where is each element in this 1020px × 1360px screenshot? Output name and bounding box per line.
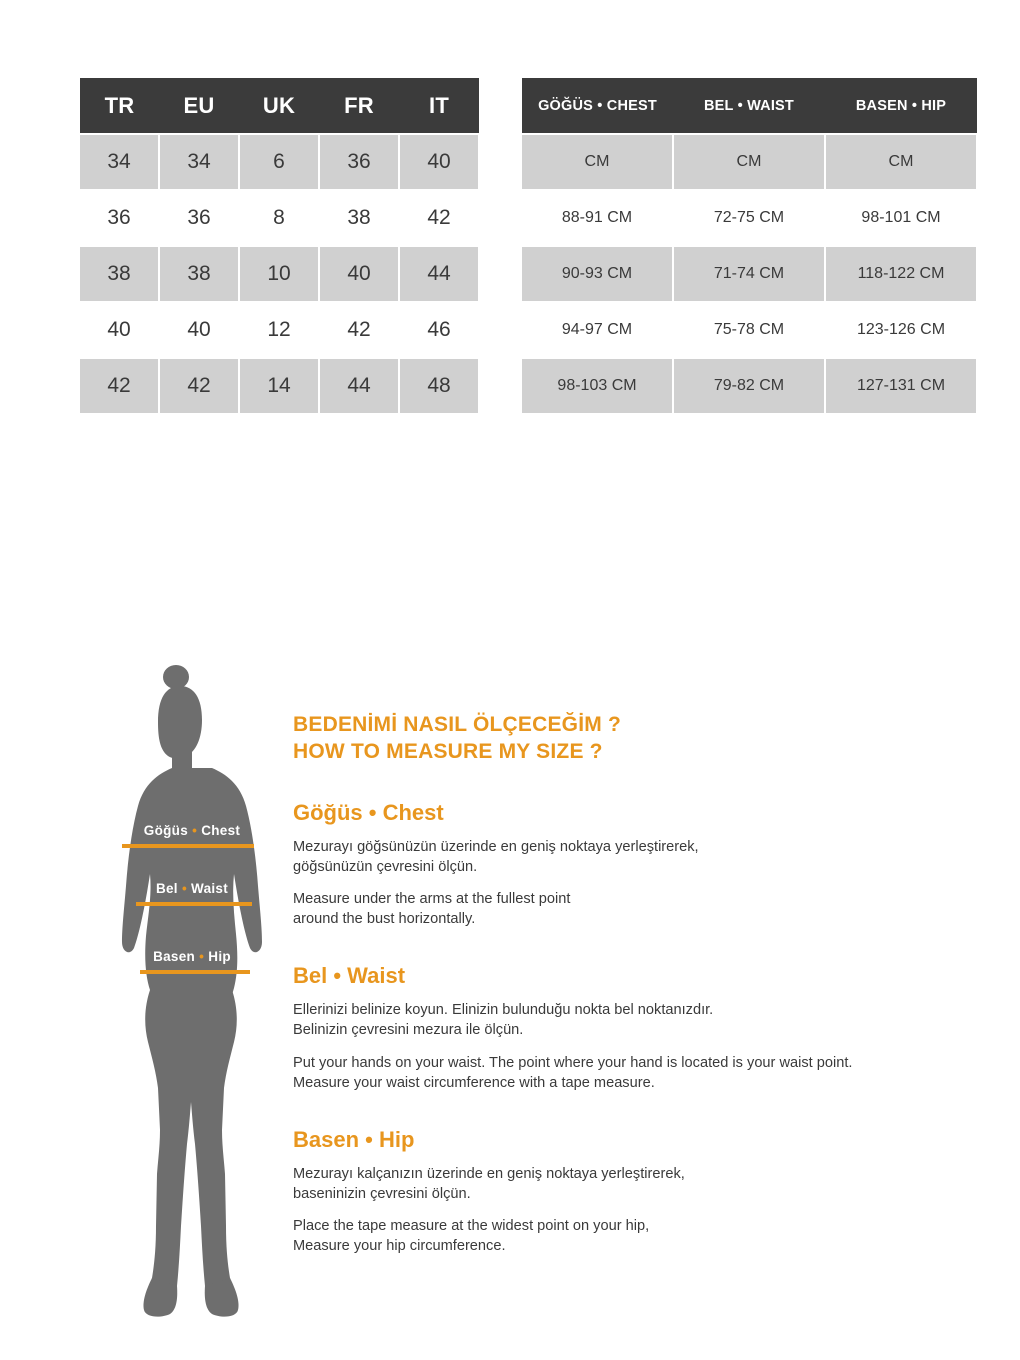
text-line: Put your hands on your waist. The point where your hand is located is your waist point. xyxy=(293,1054,853,1071)
text-line: Belinizin çevresini mezura ile ölçün. xyxy=(293,1022,524,1039)
cell: 46 xyxy=(399,302,479,358)
table-row xyxy=(522,302,977,358)
hip-measure-line xyxy=(140,970,250,974)
figure-label-hip-en: Hip xyxy=(208,949,231,964)
section-title-hip: Basen • Hip xyxy=(293,1126,415,1152)
cell: 72-75 CM xyxy=(673,190,825,246)
section-hip-en xyxy=(293,1216,973,1256)
cell: 71-74 CM xyxy=(673,246,825,302)
text-line: baseninizin çevresini ölçün. xyxy=(293,1185,471,1202)
cell: 12 xyxy=(239,302,319,358)
table-row xyxy=(80,134,479,190)
cell: 40 xyxy=(319,246,399,302)
cell: 44 xyxy=(319,358,399,414)
cell: 38 xyxy=(319,190,399,246)
table-row xyxy=(80,190,479,246)
cell: 94-97 CM xyxy=(522,302,673,358)
figure-label-waist-tr: Bel xyxy=(155,881,178,896)
cell: 38 xyxy=(159,246,239,302)
column-header-eu: EU xyxy=(159,78,239,134)
silhouette-icon xyxy=(100,660,280,1320)
column-header-waist: BEL • WAIST xyxy=(673,78,825,134)
cell: 40 xyxy=(159,302,239,358)
cell: 42 xyxy=(399,190,479,246)
cell: 79-82 CM xyxy=(673,358,825,414)
body-measurements-table xyxy=(522,78,978,415)
size-conversion-table xyxy=(80,78,480,415)
table-header-row xyxy=(80,78,479,134)
guide-heading-en: HOW TO MEASURE MY SIZE ? xyxy=(293,739,603,763)
bullet-icon: • xyxy=(192,823,198,838)
table-row xyxy=(80,358,479,414)
cell: 34 xyxy=(159,134,239,190)
cell: 88-91 CM xyxy=(522,190,673,246)
figure-label-chest-tr: Göğüs xyxy=(143,823,189,838)
figure-label-chest xyxy=(122,823,262,838)
bullet-icon: • xyxy=(181,881,187,896)
cell: CM xyxy=(825,134,977,190)
table-header-row xyxy=(522,78,977,134)
table-row xyxy=(522,134,977,190)
figure-label-hip xyxy=(132,949,252,964)
cell: 75-78 CM xyxy=(673,302,825,358)
column-header-fr: FR xyxy=(319,78,399,134)
chest-measure-line xyxy=(122,844,254,848)
measure-guide-section xyxy=(0,660,1020,1360)
waist-measure-line xyxy=(136,902,252,906)
cell: 42 xyxy=(159,358,239,414)
section-chest-en xyxy=(293,889,973,929)
figure-label-chest-en: Chest xyxy=(201,823,241,838)
cell: 38 xyxy=(80,246,159,302)
cell: 48 xyxy=(399,358,479,414)
section-waist-tr xyxy=(293,1000,973,1040)
cell: 40 xyxy=(80,302,159,358)
text-line: Mezurayı kalçanızın üzerinde en geniş noktaya yerleştirerek, xyxy=(293,1165,685,1182)
guide-heading-tr: BEDENİMİ NASIL ÖLÇECEĞİM ? xyxy=(293,713,621,736)
table-row xyxy=(522,246,977,302)
figure-label-waist xyxy=(132,881,252,896)
figure-label-hip-tr: Basen xyxy=(153,949,196,964)
section-waist-en xyxy=(293,1053,973,1093)
cell: 42 xyxy=(319,302,399,358)
text-line: Measure your hip circumference. xyxy=(293,1238,506,1255)
cell: 14 xyxy=(239,358,319,414)
cell: 42 xyxy=(80,358,159,414)
text-line: Mezurayı göğsünüzün üzerinde en geniş noktaya yerleştirerek, xyxy=(293,838,699,855)
bullet-icon: • xyxy=(199,949,205,964)
figure-label-waist-en: Waist xyxy=(191,881,229,896)
cell: 118-122 CM xyxy=(825,246,977,302)
cell: 36 xyxy=(159,190,239,246)
guide-text xyxy=(293,712,973,1256)
text-line: Measure your waist circumference with a tape measure. xyxy=(293,1074,655,1091)
column-header-hip: BASEN • HIP xyxy=(825,78,977,134)
cell: 10 xyxy=(239,246,319,302)
table-row xyxy=(80,302,479,358)
cell: 6 xyxy=(239,134,319,190)
cell: 123-126 CM xyxy=(825,302,977,358)
cell: 127-131 CM xyxy=(825,358,977,414)
cell: CM xyxy=(522,134,673,190)
cell: 34 xyxy=(80,134,159,190)
female-body-silhouette xyxy=(100,660,280,1320)
column-header-tr: TR xyxy=(80,78,159,134)
column-header-uk: UK xyxy=(239,78,319,134)
table-row xyxy=(522,358,977,414)
text-line: around the bust horizontally. xyxy=(293,911,476,928)
table-row xyxy=(522,190,977,246)
cell: 98-101 CM xyxy=(825,190,977,246)
column-header-chest: GÖĞÜS • CHEST xyxy=(522,78,673,134)
table-row xyxy=(80,246,479,302)
cell: CM xyxy=(673,134,825,190)
cell: 90-93 CM xyxy=(522,246,673,302)
section-chest-tr xyxy=(293,837,973,877)
cell: 44 xyxy=(399,246,479,302)
section-hip-tr xyxy=(293,1164,973,1204)
text-line: Place the tape measure at the widest point on your hip, xyxy=(293,1218,650,1234)
cell: 40 xyxy=(399,134,479,190)
text-line: Ellerinizi belinize koyun. Elinizin bulunduğu nokta bel noktanızdır. xyxy=(293,1002,714,1019)
cell: 36 xyxy=(80,190,159,246)
text-line: Measure under the arms at the fullest point xyxy=(293,891,571,907)
cell: 8 xyxy=(239,190,319,246)
cell: 98-103 CM xyxy=(522,358,673,414)
cell: 36 xyxy=(319,134,399,190)
section-title-waist: Bel • Waist xyxy=(293,963,406,989)
column-header-it: IT xyxy=(399,78,479,134)
section-title-chest: Göğüs • Chest xyxy=(293,799,444,825)
size-charts xyxy=(0,78,1020,415)
text-line: göğsünüzün çevresini ölçün. xyxy=(293,858,478,875)
